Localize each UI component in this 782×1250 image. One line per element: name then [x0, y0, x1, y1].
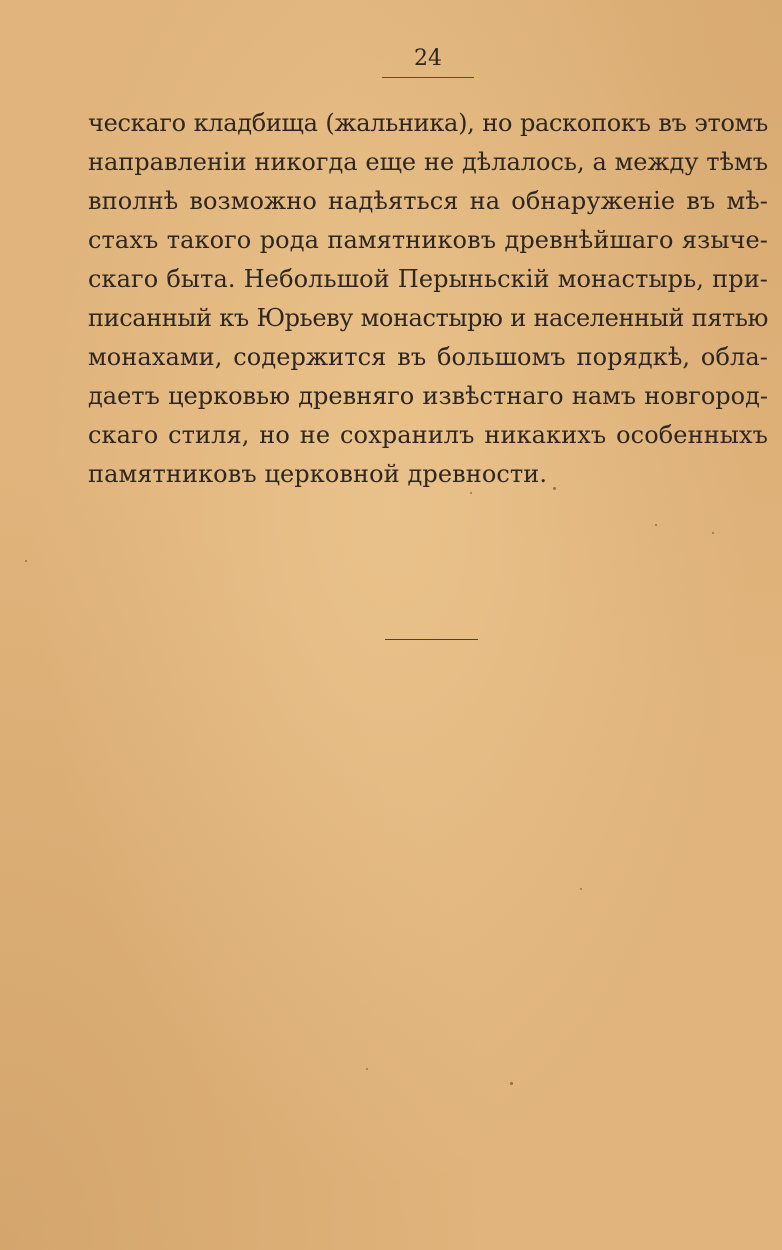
end-rule	[385, 639, 478, 640]
paper-speck	[580, 888, 582, 890]
paper-speck	[25, 560, 27, 562]
paper-speck	[510, 1082, 513, 1085]
paper-speck	[470, 492, 472, 494]
text-line: вполнѣ возможно надѣяться на обнаруженіе въ мѣ-	[88, 187, 768, 215]
text-line-last: памятниковъ церковной древности.	[88, 460, 548, 488]
text-line: писанный къ Юрьеву монастырю и населенный пятью	[88, 304, 768, 332]
paper-speck	[655, 524, 657, 526]
page-number: 24	[414, 46, 442, 71]
text-line: направленіи никогда еще не дѣлалось, а между тѣмъ	[88, 148, 768, 176]
text-line: ческаго кладбища (жальника), но раскопокъ въ этомъ	[88, 109, 768, 137]
text-line: стахъ такого рода памятниковъ древнѣйшаго языче-	[88, 226, 768, 254]
text-line: даетъ церковью древняго извѣстнаго намъ новгород-	[88, 382, 768, 410]
text-line: скаго быта. Небольшой Перыньскій монастырь, при-	[88, 265, 768, 293]
text-line: монахами, содержится въ большомъ порядкѣ, обла-	[88, 343, 768, 371]
paper-speck	[712, 532, 714, 534]
text-line: скаго стиля, но не сохранилъ никакихъ особенныхъ	[88, 421, 768, 449]
header-rule	[382, 77, 474, 78]
paper-speck	[553, 487, 556, 490]
paper-speck	[366, 1068, 368, 1070]
body-text	[88, 104, 768, 494]
